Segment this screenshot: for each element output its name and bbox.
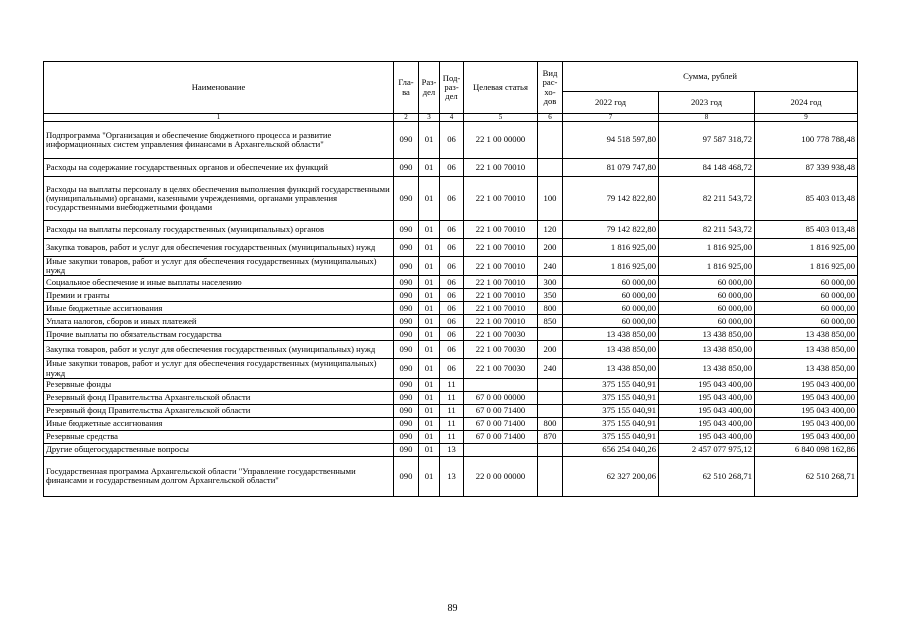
row-sum-2023: 82 211 543,72 [659,177,755,221]
row-podrazdel: 11 [440,378,464,391]
row-vid [538,159,563,177]
row-target: 67 0 00 71400 [464,430,538,443]
row-sum-2022: 375 155 040,91 [563,430,659,443]
table-row [44,122,858,159]
row-razdel: 01 [419,315,440,328]
header-glava: Гла-ва [394,62,419,114]
row-podrazdel: 06 [440,177,464,221]
row-vid [538,378,563,391]
row-target: 22 1 00 70030 [464,341,538,359]
row-sum-2023: 195 043 400,00 [659,378,755,391]
row-podrazdel: 11 [440,417,464,430]
row-glava: 090 [394,257,419,276]
row-glava: 090 [394,378,419,391]
row-name: Другие общегосударственные вопросы [44,443,394,456]
header-podrazdel: Под-раз-дел [440,62,464,114]
row-sum-2022: 13 438 850,00 [563,359,659,378]
row-target: 22 1 00 70010 [464,221,538,239]
row-razdel: 01 [419,122,440,159]
row-target: 22 1 00 70010 [464,177,538,221]
row-podrazdel: 06 [440,289,464,302]
row-razdel: 01 [419,289,440,302]
row-vid: 100 [538,177,563,221]
row-sum-2023: 2 457 077 975,12 [659,443,755,456]
row-vid [538,404,563,417]
page-number: 89 [447,603,458,614]
row-glava: 090 [394,177,419,221]
row-sum-2022: 375 155 040,91 [563,404,659,417]
table-body [44,122,858,497]
row-sum-2022: 81 079 747,80 [563,159,659,177]
col-number: 1 [44,114,394,122]
row-sum-2024: 62 510 268,71 [755,456,858,496]
row-razdel: 01 [419,221,440,239]
row-sum-2022: 94 518 597,80 [563,122,659,159]
row-name: Иные бюджетные ассигнования [44,302,394,315]
row-razdel: 01 [419,341,440,359]
row-vid: 870 [538,430,563,443]
row-vid [538,328,563,341]
row-sum-2023: 82 211 543,72 [659,221,755,239]
header-target: Целевая статья [464,62,538,114]
table-row [44,456,858,496]
row-podrazdel: 06 [440,122,464,159]
row-sum-2024: 6 840 098 162,86 [755,443,858,456]
row-razdel: 01 [419,417,440,430]
table-row [44,177,858,221]
row-glava: 090 [394,328,419,341]
row-name: Подпрограмма "Организация и обеспечение бюджетного процесса и развитие информационных систем управления финансами в Архангельской области" [44,122,394,159]
row-glava: 090 [394,289,419,302]
table-row [44,257,858,276]
row-razdel: 01 [419,404,440,417]
row-glava: 090 [394,417,419,430]
row-sum-2024: 195 043 400,00 [755,391,858,404]
row-sum-2022: 13 438 850,00 [563,328,659,341]
row-razdel: 01 [419,456,440,496]
row-target: 22 1 00 70010 [464,257,538,276]
col-number: 6 [538,114,563,122]
header-vid: Вид рас-хо-дов [538,62,563,114]
table-row [44,378,858,391]
row-sum-2024: 1 816 925,00 [755,257,858,276]
row-glava: 090 [394,443,419,456]
row-name: Расходы на выплаты персоналу государственных (муниципальных) органов [44,221,394,239]
header-razdel: Раз-дел [419,62,440,114]
table-row [44,289,858,302]
row-vid [538,456,563,496]
table-row [44,341,858,359]
row-sum-2024: 195 043 400,00 [755,378,858,391]
row-glava: 090 [394,404,419,417]
row-sum-2023: 97 587 318,72 [659,122,755,159]
row-name: Резервный фонд Правительства Архангельской области [44,391,394,404]
row-name: Закупка товаров, работ и услуг для обеспечения государственных (муниципальных) нужд [44,341,394,359]
row-vid: 120 [538,221,563,239]
row-sum-2024: 13 438 850,00 [755,328,858,341]
row-target: 22 1 00 70010 [464,315,538,328]
row-razdel: 01 [419,257,440,276]
row-vid [538,443,563,456]
row-podrazdel: 06 [440,302,464,315]
row-vid: 200 [538,239,563,257]
row-podrazdel: 06 [440,221,464,239]
row-sum-2023: 60 000,00 [659,276,755,289]
row-name: Социальное обеспечение и иные выплаты населению [44,276,394,289]
table-row [44,359,858,378]
header-year-2022: 2022 год [563,92,659,114]
row-glava: 090 [394,341,419,359]
row-razdel: 01 [419,239,440,257]
row-glava: 090 [394,391,419,404]
row-sum-2022: 656 254 040,26 [563,443,659,456]
row-sum-2023: 60 000,00 [659,302,755,315]
row-razdel: 01 [419,159,440,177]
col-number: 9 [755,114,858,122]
row-sum-2022: 60 000,00 [563,302,659,315]
row-glava: 090 [394,122,419,159]
row-sum-2024: 60 000,00 [755,302,858,315]
table-row [44,430,858,443]
row-podrazdel: 06 [440,276,464,289]
row-sum-2024: 195 043 400,00 [755,430,858,443]
row-name: Иные закупки товаров, работ и услуг для обеспечения государственных (муниципальных) нужд [44,257,394,276]
row-glava: 090 [394,430,419,443]
row-sum-2022: 60 000,00 [563,315,659,328]
row-target: 22 1 00 70010 [464,276,538,289]
col-number: 8 [659,114,755,122]
row-podrazdel: 06 [440,257,464,276]
row-sum-2022: 60 000,00 [563,276,659,289]
row-target: 22 1 00 70010 [464,289,538,302]
row-sum-2023: 195 043 400,00 [659,430,755,443]
row-sum-2023: 13 438 850,00 [659,359,755,378]
row-razdel: 01 [419,302,440,315]
row-name: Уплата налогов, сборов и иных платежей [44,315,394,328]
col-number: 3 [419,114,440,122]
col-number: 5 [464,114,538,122]
row-razdel: 01 [419,359,440,378]
row-name: Иные бюджетные ассигнования [44,417,394,430]
table-header [44,62,858,122]
row-podrazdel: 06 [440,239,464,257]
row-vid: 240 [538,257,563,276]
table-row [44,315,858,328]
row-podrazdel: 11 [440,404,464,417]
row-sum-2023: 195 043 400,00 [659,417,755,430]
row-glava: 090 [394,315,419,328]
table-row [44,417,858,430]
row-sum-2024: 85 403 013,48 [755,177,858,221]
row-glava: 090 [394,221,419,239]
row-vid: 850 [538,315,563,328]
row-sum-2022: 375 155 040,91 [563,391,659,404]
row-podrazdel: 13 [440,456,464,496]
row-target: 67 0 00 00000 [464,391,538,404]
row-glava: 090 [394,302,419,315]
row-razdel: 01 [419,430,440,443]
row-sum-2022: 13 438 850,00 [563,341,659,359]
table-row [44,404,858,417]
row-name: Резервный фонд Правительства Архангельской области [44,404,394,417]
row-vid: 800 [538,417,563,430]
row-sum-2024: 60 000,00 [755,289,858,302]
table-row [44,328,858,341]
table-row [44,239,858,257]
row-razdel: 01 [419,391,440,404]
col-number: 7 [563,114,659,122]
row-podrazdel: 06 [440,159,464,177]
table-row [44,391,858,404]
header-name: Наименование [44,62,394,114]
row-sum-2022: 375 155 040,91 [563,417,659,430]
row-target: 22 1 00 70010 [464,239,538,257]
row-podrazdel: 06 [440,341,464,359]
row-razdel: 01 [419,378,440,391]
row-vid: 240 [538,359,563,378]
col-number: 4 [440,114,464,122]
row-target: 22 1 00 70010 [464,302,538,315]
row-sum-2022: 1 816 925,00 [563,239,659,257]
row-sum-2022: 1 816 925,00 [563,257,659,276]
row-vid [538,122,563,159]
row-sum-2023: 60 000,00 [659,289,755,302]
row-sum-2023: 62 510 268,71 [659,456,755,496]
row-sum-2022: 62 327 200,06 [563,456,659,496]
row-name: Расходы на выплаты персоналу в целях обеспечения выполнения функций государственными (муниципальными) органами, казенными учреждениями, органами управления государственными внебюджетными фондами [44,177,394,221]
row-podrazdel: 11 [440,430,464,443]
header-sum: Сумма, рублей [563,62,858,92]
row-podrazdel: 06 [440,359,464,378]
row-name: Закупка товаров, работ и услуг для обеспечения государственных (муниципальных) нужд [44,239,394,257]
row-vid: 200 [538,341,563,359]
row-sum-2024: 87 339 938,48 [755,159,858,177]
row-glava: 090 [394,359,419,378]
row-sum-2022: 375 155 040,91 [563,378,659,391]
row-sum-2023: 13 438 850,00 [659,341,755,359]
row-sum-2022: 79 142 822,80 [563,177,659,221]
row-vid [538,391,563,404]
row-podrazdel: 06 [440,328,464,341]
row-glava: 090 [394,239,419,257]
budget-table [43,61,858,497]
row-name: Расходы на содержание государственных органов и обеспечение их функций [44,159,394,177]
row-glava: 090 [394,159,419,177]
row-sum-2023: 1 816 925,00 [659,239,755,257]
row-razdel: 01 [419,328,440,341]
row-target: 67 0 00 71400 [464,404,538,417]
row-sum-2023: 195 043 400,00 [659,404,755,417]
row-target: 22 0 00 00000 [464,456,538,496]
row-podrazdel: 13 [440,443,464,456]
row-sum-2022: 79 142 822,80 [563,221,659,239]
row-podrazdel: 11 [440,391,464,404]
row-sum-2024: 60 000,00 [755,276,858,289]
row-podrazdel: 06 [440,315,464,328]
col-number: 2 [394,114,419,122]
row-sum-2022: 60 000,00 [563,289,659,302]
row-glava: 090 [394,276,419,289]
row-sum-2024: 100 778 788,48 [755,122,858,159]
row-target: 22 1 00 70010 [464,159,538,177]
row-vid: 300 [538,276,563,289]
row-target [464,443,538,456]
row-name: Резервные средства [44,430,394,443]
row-sum-2023: 84 148 468,72 [659,159,755,177]
row-target [464,378,538,391]
row-sum-2023: 1 816 925,00 [659,257,755,276]
row-sum-2024: 195 043 400,00 [755,417,858,430]
row-name: Иные закупки товаров, работ и услуг для обеспечения государственных (муниципальных) нужд [44,359,394,378]
table-row [44,159,858,177]
row-sum-2023: 60 000,00 [659,315,755,328]
table-row [44,302,858,315]
row-sum-2023: 13 438 850,00 [659,328,755,341]
header-year-2024: 2024 год [755,92,858,114]
row-sum-2023: 195 043 400,00 [659,391,755,404]
row-target: 67 0 00 71400 [464,417,538,430]
row-sum-2024: 195 043 400,00 [755,404,858,417]
row-razdel: 01 [419,276,440,289]
row-name: Резервные фонды [44,378,394,391]
row-name: Премии и гранты [44,289,394,302]
table-row [44,443,858,456]
row-target: 22 1 00 00000 [464,122,538,159]
row-glava: 090 [394,456,419,496]
row-name: Государственная программа Архангельской области "Управление государственными финансами и государственным долгом Архангельской области" [44,456,394,496]
row-sum-2024: 13 438 850,00 [755,341,858,359]
row-name: Прочие выплаты по обязательствам государства [44,328,394,341]
row-razdel: 01 [419,443,440,456]
column-number-row [44,114,858,122]
header-year-2023: 2023 год [659,92,755,114]
row-sum-2024: 13 438 850,00 [755,359,858,378]
row-target: 22 1 00 70030 [464,359,538,378]
row-vid: 800 [538,302,563,315]
row-sum-2024: 85 403 013,48 [755,221,858,239]
row-razdel: 01 [419,177,440,221]
row-sum-2024: 1 816 925,00 [755,239,858,257]
table-row [44,276,858,289]
row-target: 22 1 00 70030 [464,328,538,341]
row-vid: 350 [538,289,563,302]
row-sum-2024: 60 000,00 [755,315,858,328]
table-row [44,221,858,239]
